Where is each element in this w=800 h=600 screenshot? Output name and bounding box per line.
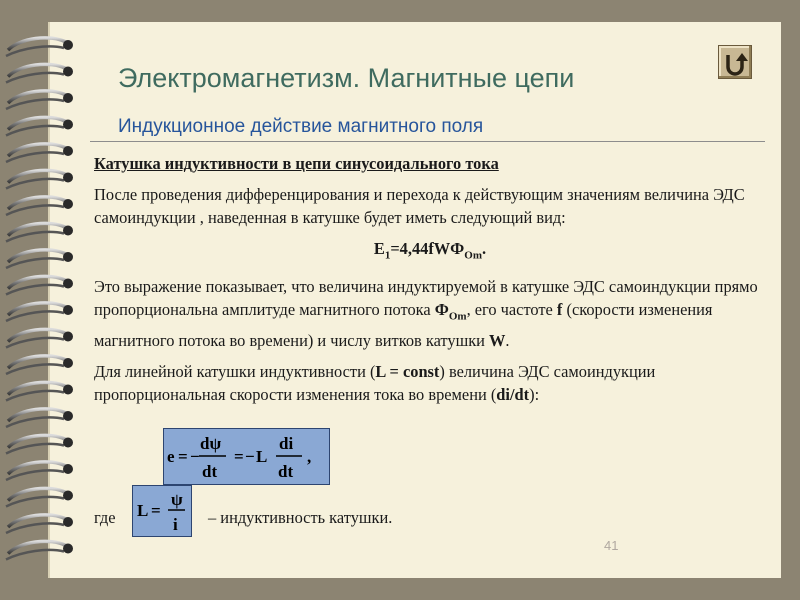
eq3-den: i [173,515,178,534]
binding-ring-back [6,152,64,162]
binding-hole [63,93,73,103]
binding-hole [63,279,73,289]
binding-hole [63,438,73,448]
binding-hole [63,385,73,395]
p2-text-e: (скорости изменения магнитного потока во времени) и числу витков катушки [94,300,713,350]
p3-didt: di/dt [496,384,530,404]
binding-hole [63,67,73,77]
formula-emf [94,237,766,267]
binding-hole [63,120,73,130]
divider [90,141,765,142]
p2-text-a: Это выражение показывает, что величина индуктируемой в катушке ЭДС самоиндукции прямо пропорциональна амплитуде магнитного потока [94,277,758,320]
p2-flux-sub: Om [448,310,467,323]
equation-box-inductance [132,485,192,537]
binding-ring-back [6,205,64,215]
binding-ring-back [6,550,64,560]
eq-equals-2: = [234,447,244,466]
formula-lhs: E [373,239,385,258]
equation-box-emf [163,428,330,485]
eq-minus-2: − [245,447,255,466]
binding-hole [63,40,73,50]
eq-comma: , [307,447,312,466]
eq-minus-1: − [190,447,200,466]
p2-freq: f [556,300,563,320]
slide-subtitle: Индукционное действие магнитного поля [118,116,484,137]
binding-ring-back [6,497,64,507]
slide-content [94,152,766,414]
page-number: 41 [604,538,619,553]
equation-inductance [133,486,191,536]
binding-ring-back [6,285,64,295]
p2-flux: Ф [434,300,449,320]
paragraph-3 [94,360,766,406]
formula-end: . [482,239,487,258]
where-label: где [94,508,116,527]
spiral-binding [0,30,80,570]
binding-hole [63,199,73,209]
return-button[interactable] [718,45,752,79]
binding-ring-back [6,46,64,56]
inductance-caption: – индуктивность катушки. [208,508,393,527]
p3-const: L = const [375,361,440,381]
eq-L: L [256,447,268,466]
binding-hole [63,226,73,236]
binding-ring-back [6,391,64,401]
binding-hole [63,146,73,156]
p3-text-e: ): [529,384,540,404]
formula-lhs-sub: 1 [384,249,391,262]
binding-hole [63,517,73,527]
u-turn-arrow-icon [719,46,751,78]
binding-hole [63,491,73,501]
eq-num-2: di [279,434,294,453]
p2-text-g: . [505,330,510,350]
p2-text-c: , его частоте [466,300,557,320]
binding-ring-back [6,99,64,109]
formula-rhs-sub: Om [464,249,482,262]
binding-ring-back [6,258,64,268]
binding-ring-back [6,126,64,136]
binding-ring-back [6,311,64,321]
binding-ring-back [6,523,64,533]
formula-rhs: =4,44fWФ [390,239,465,258]
equation-emf [164,429,329,484]
slide-title: Электромагнетизм. Магнитные цепи [118,63,575,93]
binding-hole [63,252,73,262]
p3-text-a: Для линейной катушки индуктивности ( [94,361,376,381]
binding-hole [63,305,73,315]
eq3-L: L [137,501,149,520]
section-heading: Катушка индуктивности в цепи синусоидального тока [94,154,499,173]
binding-hole [63,544,73,554]
p3-text-c: ) величина ЭДС самоиндукции пропорциональная скорости изменения тока во времени ( [94,361,656,404]
binding-ring-back [6,470,64,480]
eq-den-2: dt [278,462,294,481]
binding-ring-back [6,73,64,83]
binding-ring-back [6,444,64,454]
paragraph-1: После проведения дифференцирования и перехода к действующим значениям величина ЭДС самоиндукции , наведенная в катушке будет иметь следующий вид: [94,185,745,227]
eq-equals-1: = [178,447,188,466]
binding-ring-back [6,179,64,189]
paragraph-2 [94,275,766,351]
binding-hole [63,411,73,421]
eq-num-1: dψ [200,434,222,453]
binding-hole [63,173,73,183]
p2-turns: W [489,330,506,350]
binding-hole [63,332,73,342]
binding-hole [63,358,73,368]
binding-ring-back [6,364,64,374]
eq3-equals: = [151,501,161,520]
binding-ring-back [6,338,64,348]
binding-ring-back [6,417,64,427]
eq-den-1: dt [202,462,218,481]
eq3-num: ψ [171,490,183,509]
binding-hole [63,464,73,474]
eq-e: e [167,447,175,466]
binding-ring-back [6,232,64,242]
